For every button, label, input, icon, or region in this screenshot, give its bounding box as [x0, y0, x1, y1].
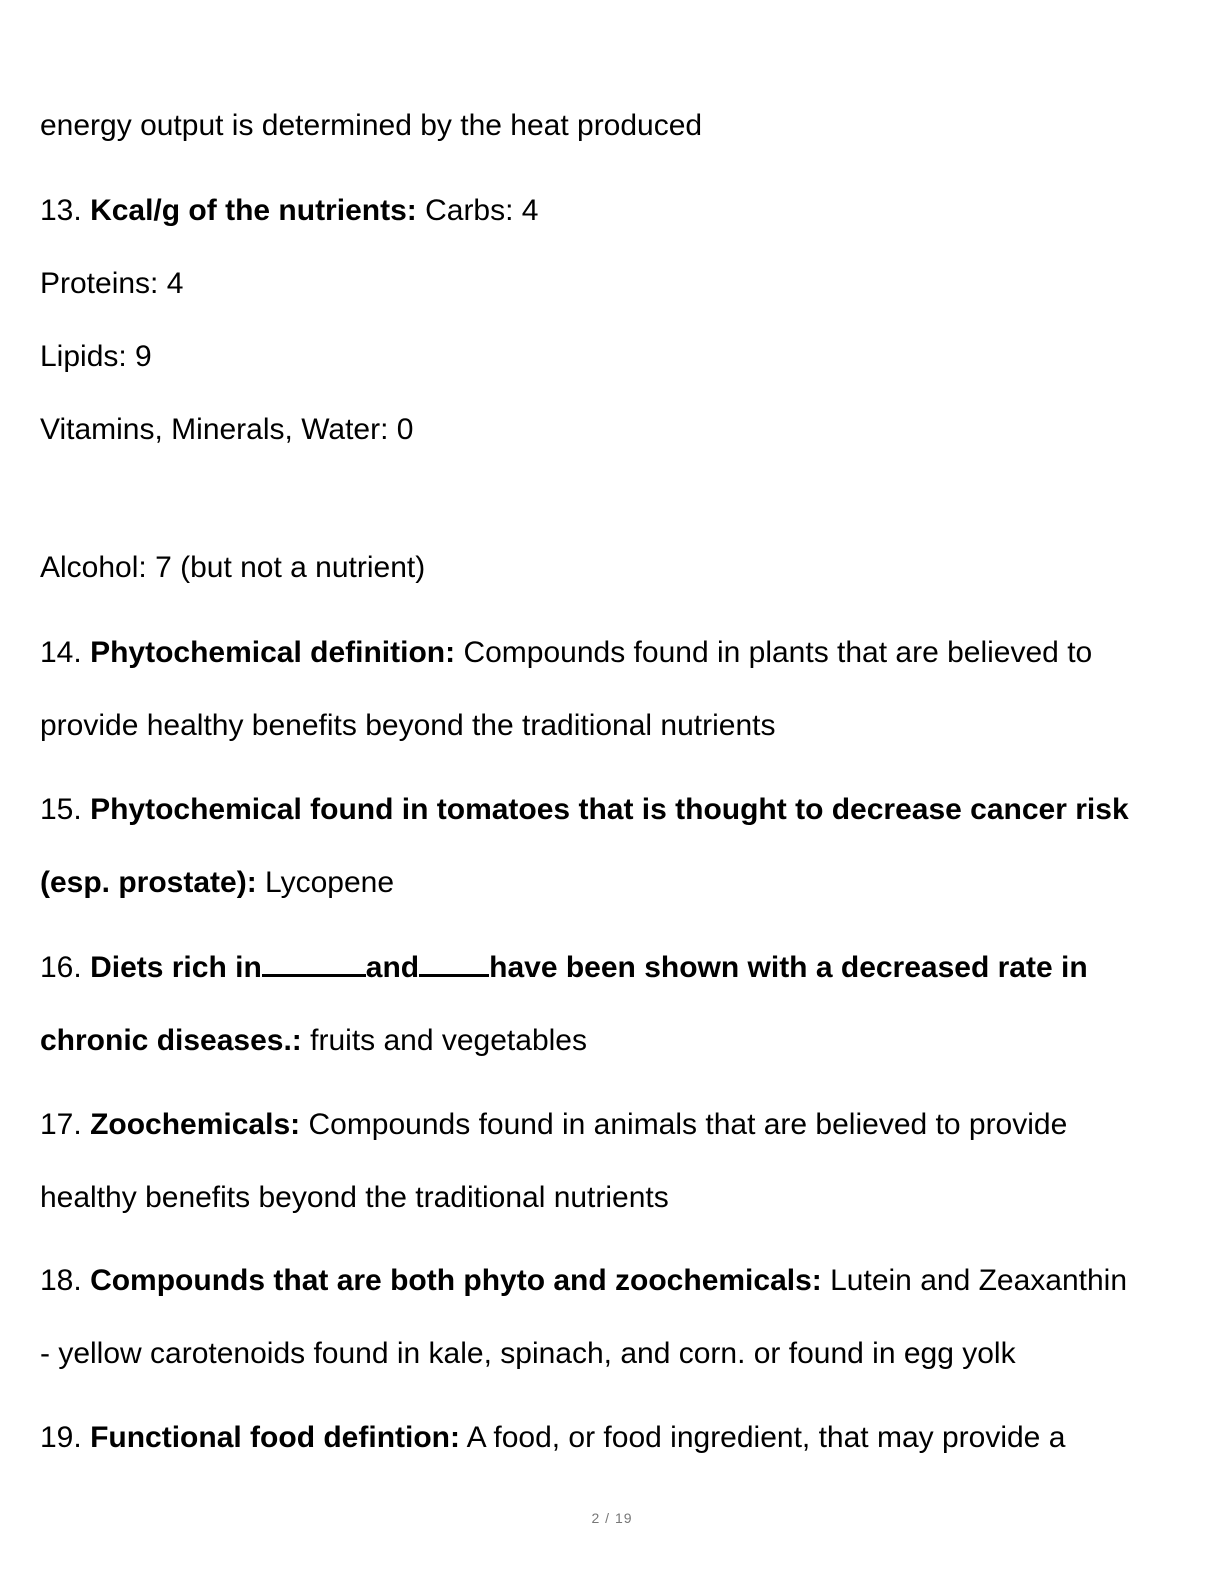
fill-blank: [419, 952, 489, 977]
item-term: Phytochemical found in tomatoes that is thought to decrease cancer risk: [90, 793, 1129, 826]
item-term: and: [365, 951, 420, 984]
continuation-text: energy output is determined by the heat produced: [40, 109, 703, 142]
item-definition: Compounds found in animals that are believed to provide: [308, 1108, 1068, 1141]
text-line: [40, 550, 425, 586]
item-term: chronic diseases.:: [40, 1024, 302, 1057]
item-number: 17.: [40, 1108, 82, 1141]
fill-blank: [262, 952, 366, 977]
item-number: 19.: [40, 1421, 82, 1454]
item-number: 16.: [40, 951, 82, 984]
page-indicator: 2 / 19: [591, 1510, 633, 1526]
item-13: [40, 193, 538, 229]
item-definition: provide healthy benefits beyond the traditional nutrients: [40, 709, 776, 742]
item-15: [40, 792, 1129, 828]
text-line: [40, 108, 702, 144]
definition-text: Proteins: 4: [40, 267, 184, 300]
item-term: Diets rich in: [90, 951, 262, 984]
item-term: Phytochemical definition:: [90, 636, 456, 669]
definition-text: Vitamins, Minerals, Water: 0: [40, 413, 414, 446]
text-line: [40, 1180, 669, 1216]
item-number: 13.: [40, 194, 82, 227]
item-definition: Lutein and Zeaxanthin: [830, 1264, 1128, 1297]
item-definition: fruits and vegetables: [310, 1024, 587, 1057]
item-definition: A food, or food ingredient, that may provide a: [466, 1421, 1066, 1454]
item-definition: Carbs: 4: [425, 194, 539, 227]
item-definition: - yellow carotenoids found in kale, spinach, and corn. or found in egg yolk: [40, 1337, 1016, 1370]
item-term: have been shown with a decreased rate in: [489, 951, 1088, 984]
text-line: [40, 865, 394, 901]
item-term: Compounds that are both phyto and zoochemicals:: [90, 1264, 822, 1297]
definition-text: Alcohol: 7 (but not a nutrient): [40, 551, 426, 584]
item-term: (esp. prostate):: [40, 866, 257, 899]
item-number: 15.: [40, 793, 82, 826]
definition-text: Lipids: 9: [40, 340, 152, 373]
item-18: [40, 1263, 1127, 1299]
item-number: 18.: [40, 1264, 82, 1297]
item-definition: healthy benefits beyond the traditional nutrients: [40, 1181, 669, 1214]
item-term: Kcal/g of the nutrients:: [90, 194, 417, 227]
item-definition: Compounds found in plants that are believed to: [463, 636, 1093, 669]
item-16: [40, 950, 1088, 986]
item-definition: Lycopene: [265, 866, 395, 899]
text-line: [40, 266, 183, 302]
item-term: Zoochemicals:: [90, 1108, 301, 1141]
text-line: [40, 708, 775, 744]
text-line: [40, 1336, 1016, 1372]
item-term: Functional food defintion:: [90, 1421, 460, 1454]
text-line: [40, 412, 413, 448]
text-line: [40, 1023, 587, 1059]
text-line: [40, 339, 152, 375]
item-14: [40, 635, 1092, 671]
item-17: [40, 1107, 1067, 1143]
item-19: [40, 1420, 1065, 1456]
item-number: 14.: [40, 636, 82, 669]
